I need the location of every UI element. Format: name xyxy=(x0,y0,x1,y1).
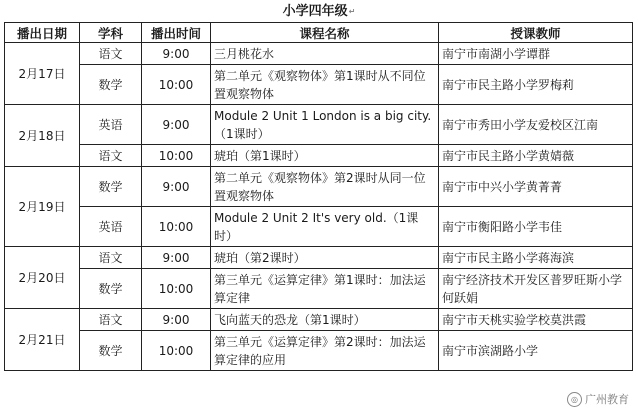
time-cell: 9:00 xyxy=(142,247,211,269)
subject-cell: 语文 xyxy=(80,43,142,65)
date-cell: 2月17日 xyxy=(5,43,80,105)
date-cell: 2月19日 xyxy=(5,167,80,247)
wechat-icon: ◎ xyxy=(567,392,582,407)
course-cell: 琥珀（第2课时） xyxy=(211,247,439,269)
course-cell: Module 2 Unit 2 It's very old.（1课时） xyxy=(211,207,439,247)
course-cell: Module 2 Unit 1 London is a big city.（1课时） xyxy=(211,105,439,145)
time-cell: 9:00 xyxy=(142,309,211,331)
table-row xyxy=(5,331,633,371)
watermark xyxy=(564,390,632,408)
time-cell: 9:00 xyxy=(142,43,211,65)
table-row xyxy=(5,145,633,167)
teacher-cell: 南宁市民主路小学蒋海滨 xyxy=(439,247,633,269)
header-teacher: 授课教师 xyxy=(439,23,633,43)
subject-cell: 数学 xyxy=(80,167,142,207)
teacher-cell: 南宁市滨湖路小学 xyxy=(439,331,633,371)
subject-cell: 数学 xyxy=(80,269,142,309)
table-row xyxy=(5,207,633,247)
subject-cell: 数学 xyxy=(80,331,142,371)
teacher-cell: 南宁市民主路小学黄婧薇 xyxy=(439,145,633,167)
schedule-table xyxy=(4,22,633,371)
course-cell: 三月桃花水 xyxy=(211,43,439,65)
course-cell: 琥珀（第1课时） xyxy=(211,145,439,167)
time-cell: 9:00 xyxy=(142,105,211,145)
table-row xyxy=(5,43,633,65)
header-subject: 学科 xyxy=(80,23,142,43)
date-cell: 2月20日 xyxy=(5,247,80,309)
table-row xyxy=(5,309,633,331)
course-cell: 飞向蓝天的恐龙（第1课时） xyxy=(211,309,439,331)
time-cell: 10:00 xyxy=(142,207,211,247)
course-cell: 第二单元《观察物体》第2课时从同一位置观察物体 xyxy=(211,167,439,207)
table-row xyxy=(5,167,633,207)
time-cell: 10:00 xyxy=(142,65,211,105)
teacher-cell: 南宁经济技术开发区普罗旺斯小学何跃娟 xyxy=(439,269,633,309)
time-cell: 9:00 xyxy=(142,167,211,207)
table-header-row xyxy=(5,23,633,43)
course-cell: 第二单元《观察物体》第1课时从不同位置观察物体 xyxy=(211,65,439,105)
header-course: 课程名称 xyxy=(211,23,439,43)
teacher-cell: 南宁市南湖小学谭群 xyxy=(439,43,633,65)
course-cell: 第三单元《运算定律》第2课时：加法运算定律的应用 xyxy=(211,331,439,371)
table-row xyxy=(5,65,633,105)
teacher-cell: 南宁市衡阳路小学韦佳 xyxy=(439,207,633,247)
schedule-title: 小学四年级↵ xyxy=(282,4,356,19)
date-cell: 2月21日 xyxy=(5,309,80,371)
teacher-cell: 南宁市天桃实验学校莫洪霞 xyxy=(439,309,633,331)
subject-cell: 语文 xyxy=(80,145,142,167)
time-cell: 10:00 xyxy=(142,331,211,371)
table-row xyxy=(5,105,633,145)
subject-cell: 英语 xyxy=(80,207,142,247)
teacher-cell: 南宁市中兴小学黄菁菁 xyxy=(439,167,633,207)
subject-cell: 语文 xyxy=(80,247,142,269)
table-row xyxy=(5,269,633,309)
subject-cell: 语文 xyxy=(80,309,142,331)
time-cell: 10:00 xyxy=(142,145,211,167)
date-cell: 2月18日 xyxy=(5,105,80,167)
teacher-cell: 南宁市民主路小学罗梅莉 xyxy=(439,65,633,105)
table-row xyxy=(5,247,633,269)
subject-cell: 英语 xyxy=(80,105,142,145)
header-time: 播出时间 xyxy=(142,23,211,43)
header-date: 播出日期 xyxy=(5,23,80,43)
watermark-text: 广州教育 xyxy=(585,393,629,406)
course-cell: 第三单元《运算定律》第1课时：加法运算定律 xyxy=(211,269,439,309)
subject-cell: 数学 xyxy=(80,65,142,105)
time-cell: 10:00 xyxy=(142,269,211,309)
teacher-cell: 南宁市秀田小学友爱校区江南 xyxy=(439,105,633,145)
